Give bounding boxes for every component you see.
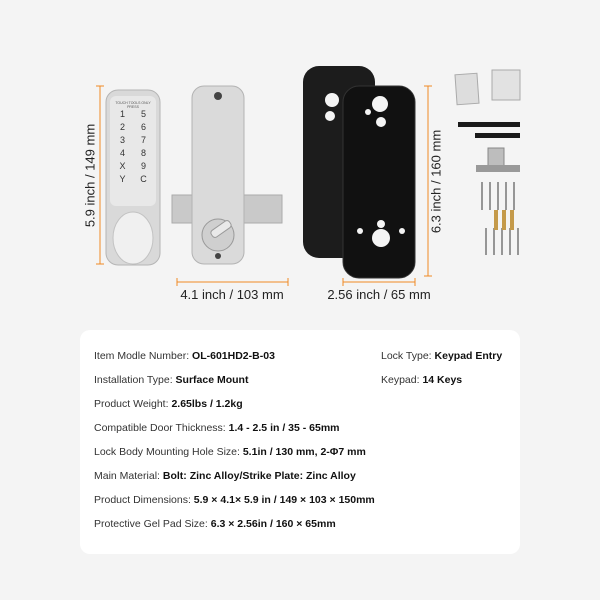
pad-height-label: 6.3 inch / 160 mm: [428, 129, 444, 234]
spec-label: Keypad:: [381, 374, 420, 386]
spec-label: Item Modle Number:: [94, 350, 190, 362]
spec-label: Lock Body Mounting Hole Size:: [94, 446, 240, 458]
spec-label: Compatible Door Thickness:: [94, 422, 226, 434]
keypad-key: 9: [140, 161, 146, 171]
lock-knob: [113, 212, 153, 264]
spec-main-material: [94, 470, 356, 482]
keypad-key: 4: [119, 148, 125, 158]
lock-back-plate: [172, 86, 282, 264]
spec-label: Product Dimensions:: [94, 494, 191, 506]
keypad-grid: [113, 108, 153, 185]
spec-label: Product Weight:: [94, 398, 169, 410]
spindle-bar: [458, 122, 520, 127]
spec-value: 2.65lbs / 1.2kg: [171, 398, 243, 410]
specifications-card: [80, 330, 520, 554]
spec-label: Lock Type:: [381, 350, 432, 362]
spec-value: Bolt: Zinc Alloy/Strike Plate: Zinc Alloy: [162, 470, 356, 482]
gel-pads: [303, 66, 415, 278]
spec-value: 5.9 × 4.1× 5.9 in / 149 × 103 × 150mm: [193, 494, 375, 506]
spec-label: Main Material:: [94, 470, 160, 482]
keypad-key: 6: [140, 122, 146, 132]
keypad-key: 3: [119, 135, 125, 145]
spec-label: Installation Type:: [94, 374, 173, 386]
spec-value: Surface Mount: [175, 374, 249, 386]
spec-value: 1.4 - 2.5 in / 35 - 65mm: [228, 422, 340, 434]
keypad-key: C: [140, 174, 147, 184]
spec-door-thickness: [94, 422, 340, 434]
spindle-bar: [475, 133, 520, 138]
spec-value: 14 Keys: [422, 374, 463, 386]
pad-width-label: 2.56 inch / 65 mm: [327, 287, 431, 302]
keypad-key: 5: [140, 109, 146, 119]
spec-value: Keypad Entry: [434, 350, 503, 362]
spec-value: 5.1in / 130 mm, 2-Φ7 mm: [242, 446, 366, 458]
spec-gel-pad-size: [94, 518, 336, 530]
spec-label: Protective Gel Pad Size:: [94, 518, 208, 530]
keypad-key: X: [119, 161, 126, 171]
spec-value: OL-601HD2-B-03: [192, 350, 275, 362]
spec-value: 6.3 × 2.56in / 160 × 65mm: [210, 518, 336, 530]
spec-mounting-hole-size: [94, 446, 366, 458]
spec-product-dimensions: [94, 494, 375, 506]
keypad-key: 7: [140, 135, 146, 145]
spec-item-model-number: [94, 350, 275, 362]
lock-height-label: 5.9 inch / 149 mm: [82, 123, 98, 228]
keypad-key: 1: [119, 109, 125, 119]
spec-product-weight: [94, 398, 243, 410]
accessories: [455, 70, 520, 255]
spec-keypad: [381, 374, 462, 386]
spec-installation-type: [94, 374, 248, 386]
keypad-header: TOUCH TOOLS ONLY PRESS: [115, 101, 151, 109]
lock-width-label: 4.1 inch / 103 mm: [180, 287, 284, 302]
keypad-key: 8: [140, 148, 146, 158]
keypad-key: Y: [119, 174, 126, 184]
keypad-key: 2: [119, 122, 125, 132]
spec-lock-type: [381, 350, 502, 362]
